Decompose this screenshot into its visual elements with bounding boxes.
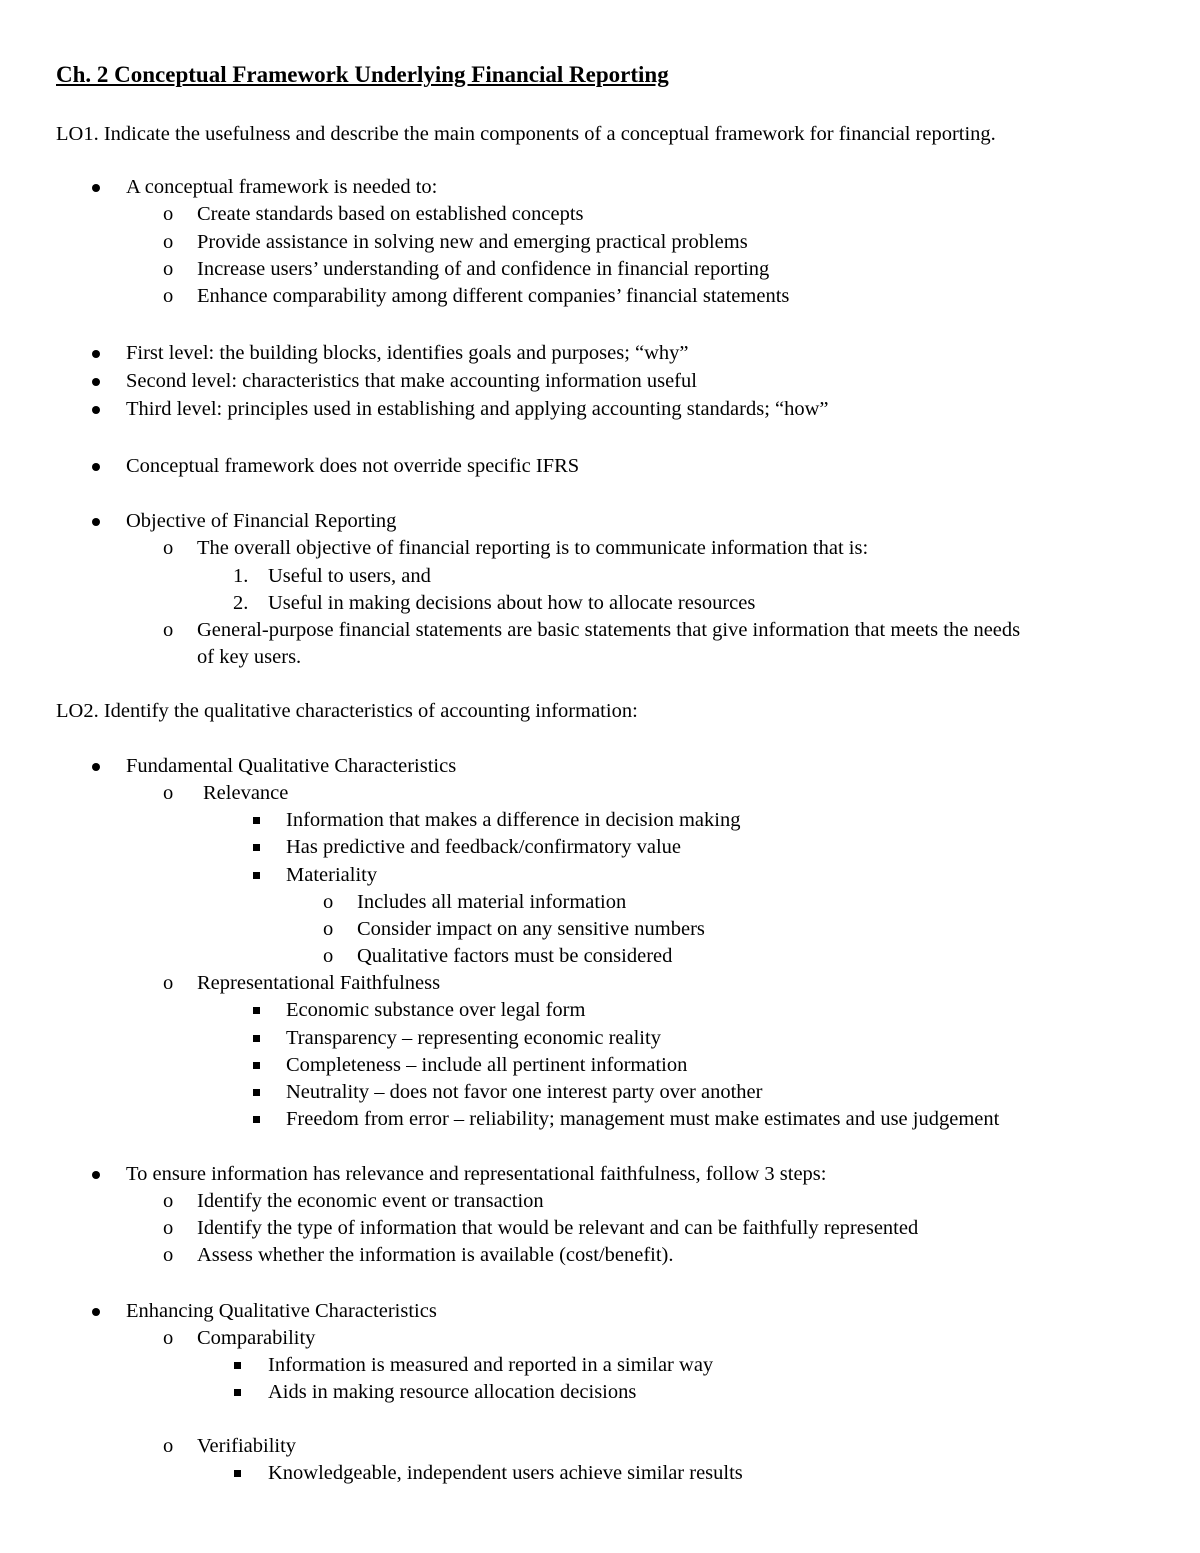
list-item: Information is measured and reported in a similar way xyxy=(268,1354,714,1376)
enhancing-heading: Enhancing Qualitative Characteristics xyxy=(126,1300,437,1322)
bullet-square xyxy=(253,1062,260,1069)
list-item: Transparency – representing economic reality xyxy=(286,1027,661,1049)
list-item: Create standards based on established concepts xyxy=(197,203,584,225)
bullet-square xyxy=(234,1362,241,1369)
bullet-square xyxy=(253,1007,260,1014)
circle-marker: o xyxy=(163,285,174,307)
bullet-square xyxy=(234,1389,241,1396)
circle-marker: o xyxy=(323,891,334,913)
circle-marker: o xyxy=(163,1327,174,1349)
list-item: Economic substance over legal form xyxy=(286,999,586,1021)
circle-marker: o xyxy=(323,918,334,940)
rep-heading: Representational Faithfulness xyxy=(197,972,441,994)
needed-intro: A conceptual framework is needed to: xyxy=(126,176,438,198)
bullet-square xyxy=(253,1089,260,1096)
list-item: Provide assistance in solving new and emerging practical problems xyxy=(197,231,748,253)
circle-marker: o xyxy=(163,258,174,280)
level-second: Second level: characteristics that make accounting information useful xyxy=(126,370,697,392)
bullet-disc xyxy=(92,378,100,386)
list-item: Materiality xyxy=(286,864,378,886)
steps-intro: To ensure information has relevance and representational faithfulness, follow 3 steps: xyxy=(126,1163,827,1185)
page-title: Ch. 2 Conceptual Framework Underlying Financial Reporting xyxy=(56,62,669,87)
bullet-square xyxy=(234,1470,241,1477)
list-item: Information that makes a difference in decision making xyxy=(286,809,741,831)
numbered-item: Useful in making decisions about how to allocate resources xyxy=(268,592,756,614)
bullet-disc xyxy=(92,350,100,358)
list-item: Identify the type of information that would be relevant and can be faithfully represented xyxy=(197,1217,919,1239)
comparability-heading: Comparability xyxy=(197,1327,316,1349)
list-item: Increase users’ understanding of and confidence in financial reporting xyxy=(197,258,770,280)
objective-heading: Objective of Financial Reporting xyxy=(126,510,397,532)
numbered-item: Useful to users, and xyxy=(268,565,431,587)
lo1-heading: LO1. Indicate the usefulness and describe the main components of a conceptual framework for financial reporting. xyxy=(56,123,996,145)
bullet-disc xyxy=(92,518,100,526)
list-item: Has predictive and feedback/confirmatory value xyxy=(286,836,682,858)
verifiability-heading: Verifiability xyxy=(197,1435,297,1457)
bullet-square xyxy=(253,1035,260,1042)
list-item: Neutrality – does not favor one interest party over another xyxy=(286,1081,763,1103)
general-purpose-line2: of key users. xyxy=(197,646,302,668)
circle-marker: o xyxy=(163,203,174,225)
list-item: Qualitative factors must be considered xyxy=(357,945,673,967)
list-item: Completeness – include all pertinent information xyxy=(286,1054,688,1076)
list-item: Knowledgeable, independent users achieve similar results xyxy=(268,1462,743,1484)
circle-marker: o xyxy=(163,1217,174,1239)
relevance-heading: Relevance xyxy=(203,782,289,804)
bullet-square xyxy=(253,1116,260,1123)
bullet-square xyxy=(253,872,260,879)
circle-marker: o xyxy=(163,619,174,641)
objective-text: The overall objective of financial reporting is to communicate information that is: xyxy=(197,537,869,559)
list-item: Enhance comparability among different companies’ financial statements xyxy=(197,285,790,307)
list-item: Identify the economic event or transaction xyxy=(197,1190,544,1212)
circle-marker: o xyxy=(163,1190,174,1212)
lo2-heading: LO2. Identify the qualitative characteristics of accounting information: xyxy=(56,700,638,722)
bullet-disc xyxy=(92,763,100,771)
bullet-disc xyxy=(92,1308,100,1316)
level-third: Third level: principles used in establishing and applying accounting standards; “how” xyxy=(126,398,829,420)
list-item: Assess whether the information is available (cost/benefit). xyxy=(197,1244,674,1266)
bullet-square xyxy=(253,817,260,824)
circle-marker: o xyxy=(163,1435,174,1457)
override-note: Conceptual framework does not override specific IFRS xyxy=(126,455,580,477)
fundamental-heading: Fundamental Qualitative Characteristics xyxy=(126,755,457,777)
general-purpose-line1: General-purpose financial statements are basic statements that give information that meets the needs xyxy=(197,619,1021,641)
circle-marker: o xyxy=(163,231,174,253)
number-marker: 2. xyxy=(233,592,249,614)
bullet-square xyxy=(253,844,260,851)
bullet-disc xyxy=(92,406,100,414)
bullet-disc xyxy=(92,463,100,471)
list-item: Consider impact on any sensitive numbers xyxy=(357,918,705,940)
list-item: Freedom from error – reliability; management must make estimates and use judgement xyxy=(286,1108,1000,1130)
list-item: Includes all material information xyxy=(357,891,627,913)
circle-marker: o xyxy=(163,1244,174,1266)
circle-marker: o xyxy=(163,782,174,804)
bullet-disc xyxy=(92,1171,100,1179)
circle-marker: o xyxy=(323,945,334,967)
circle-marker: o xyxy=(163,972,174,994)
list-item: Aids in making resource allocation decisions xyxy=(268,1381,637,1403)
circle-marker: o xyxy=(163,537,174,559)
level-first: First level: the building blocks, identifies goals and purposes; “why” xyxy=(126,342,689,364)
number-marker: 1. xyxy=(233,565,249,587)
bullet-disc xyxy=(92,184,100,192)
